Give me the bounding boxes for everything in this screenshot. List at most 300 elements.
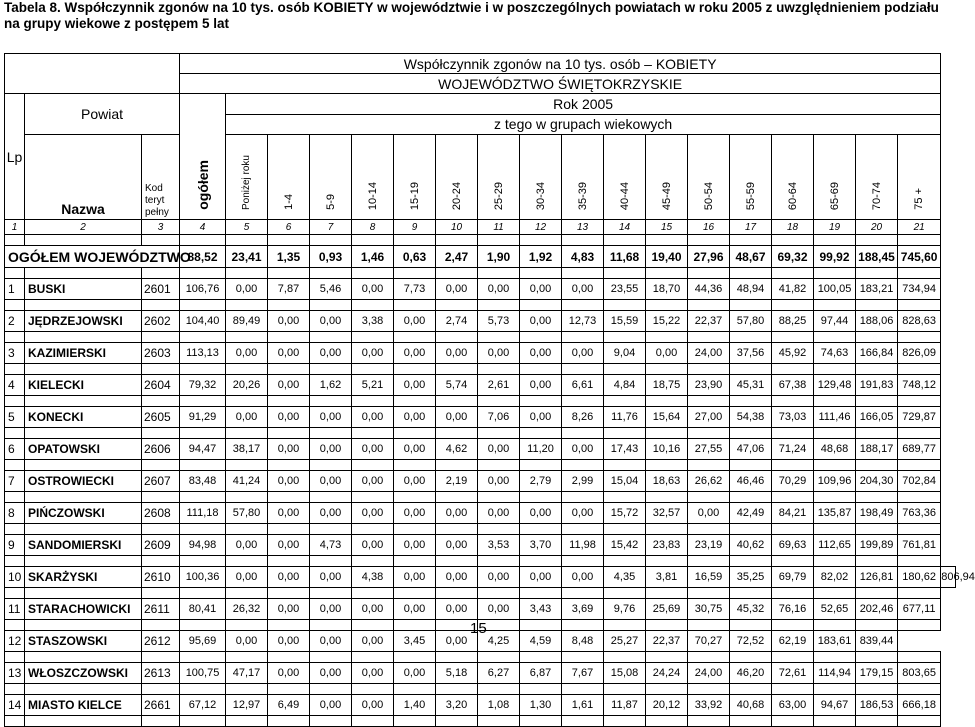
spacer-cell	[730, 235, 772, 246]
row-value: 67,12	[180, 695, 226, 716]
row-lp: 11	[5, 599, 25, 620]
row-value: 188,17	[856, 439, 898, 460]
spacer-cell	[520, 300, 562, 311]
spacer-cell	[142, 652, 180, 663]
row-value: 0,00	[520, 375, 562, 396]
row-value: 166,05	[856, 407, 898, 428]
row-value: 95,69	[180, 631, 226, 652]
row-value: 126,81	[856, 567, 898, 588]
column-number: 13	[562, 220, 604, 235]
spacer-cell	[856, 684, 898, 695]
row-value: 12,97	[226, 695, 268, 716]
row-value: 70,29	[772, 471, 814, 492]
spacer-cell	[436, 492, 478, 503]
row-value: 4,59	[520, 631, 562, 652]
spacer-cell	[352, 652, 394, 663]
row-value: 0,00	[436, 535, 478, 556]
row-value: 0,00	[520, 567, 562, 588]
row-value: 48,68	[814, 439, 856, 460]
row-value: 0,00	[310, 439, 352, 460]
row-value: 11,20	[520, 439, 562, 460]
spacer-cell	[394, 684, 436, 695]
spacer-cell	[226, 332, 268, 343]
spacer-cell	[25, 684, 142, 695]
spacer-cell	[688, 716, 730, 727]
spacer-cell	[180, 716, 226, 727]
spacer-cell	[478, 684, 520, 695]
spacer-cell	[898, 300, 941, 311]
row-kod-teryt: 2609	[142, 535, 180, 556]
spacer-cell	[436, 396, 478, 407]
spacer-cell	[180, 268, 226, 279]
row-powiat-name: OSTROWIECKI	[25, 471, 142, 492]
header-lp: Lp	[5, 94, 25, 220]
column-number: 19	[814, 220, 856, 235]
column-number: 16	[688, 220, 730, 235]
spacer-cell	[730, 332, 772, 343]
spacer-cell	[856, 332, 898, 343]
row-value: 0,00	[562, 439, 604, 460]
spacer-cell	[268, 428, 310, 439]
header-age-group: 65-69	[814, 135, 856, 220]
spacer-cell	[478, 460, 520, 471]
table-row	[5, 471, 956, 492]
row-value: 6,61	[562, 375, 604, 396]
row-value: 5,21	[352, 375, 394, 396]
row-value: 0,00	[394, 407, 436, 428]
row-spacer	[5, 716, 956, 727]
row-value: 806,94	[941, 567, 956, 588]
total-value: 48,67	[730, 246, 772, 268]
spacer-cell	[772, 620, 814, 631]
row-value: 38,17	[226, 439, 268, 460]
spacer-cell	[180, 556, 226, 567]
spacer-cell	[5, 396, 25, 407]
spacer-cell	[856, 460, 898, 471]
spacer-cell	[856, 620, 898, 631]
row-value: 0,00	[226, 407, 268, 428]
spacer-cell	[394, 492, 436, 503]
spacer-cell	[814, 364, 856, 375]
spacer-cell	[268, 588, 310, 599]
spacer-cell	[814, 396, 856, 407]
spacer-cell	[646, 684, 688, 695]
row-value: 18,75	[646, 375, 688, 396]
row-value: 5,73	[478, 311, 520, 332]
spacer-cell	[898, 268, 941, 279]
row-value: 0,00	[478, 503, 520, 524]
spacer-cell	[604, 620, 646, 631]
spacer-cell	[310, 556, 352, 567]
header-main-title: Współczynnik zgonów na 10 tys. osób – KOBIETY	[180, 54, 941, 74]
row-value: 114,94	[814, 663, 856, 684]
row-value: 2,79	[520, 471, 562, 492]
row-value: 84,21	[772, 503, 814, 524]
spacer-cell	[772, 364, 814, 375]
row-value: 27,00	[688, 407, 730, 428]
total-value: 99,92	[814, 246, 856, 268]
row-value: 0,00	[352, 343, 394, 364]
row-value: 0,00	[352, 663, 394, 684]
spacer-cell	[268, 652, 310, 663]
row-value: 0,00	[562, 279, 604, 300]
row-value: 734,94	[898, 279, 941, 300]
row-value: 2,99	[562, 471, 604, 492]
row-value: 52,65	[814, 599, 856, 620]
spacer-cell	[142, 460, 180, 471]
row-value: 0,00	[394, 599, 436, 620]
header-powiat: Powiat	[25, 94, 180, 135]
spacer-cell	[5, 428, 25, 439]
spacer-cell	[226, 428, 268, 439]
row-value: 106,76	[180, 279, 226, 300]
spacer-cell	[562, 588, 604, 599]
spacer-cell	[142, 620, 180, 631]
spacer-cell	[352, 588, 394, 599]
row-value: 0,00	[394, 663, 436, 684]
row-value: 42,49	[730, 503, 772, 524]
spacer-cell	[310, 428, 352, 439]
total-label: OGÓŁEM WOJEWÓDZTWO	[5, 246, 180, 268]
row-value: 839,44	[856, 631, 898, 652]
spacer-cell	[856, 235, 898, 246]
spacer-cell	[5, 492, 25, 503]
spacer-cell	[772, 492, 814, 503]
row-value: 689,77	[898, 439, 941, 460]
row-value: 8,26	[562, 407, 604, 428]
header-blank	[5, 74, 180, 94]
row-value: 3,45	[394, 631, 436, 652]
row-value: 0,00	[268, 439, 310, 460]
row-value: 0,00	[226, 343, 268, 364]
spacer-cell	[180, 364, 226, 375]
header-year: Rok 2005	[226, 94, 941, 115]
spacer-cell	[180, 235, 226, 246]
row-value: 23,90	[688, 375, 730, 396]
spacer-cell	[142, 332, 180, 343]
row-value: 7,73	[394, 279, 436, 300]
spacer-cell	[478, 364, 520, 375]
spacer-cell	[646, 492, 688, 503]
spacer-cell	[772, 235, 814, 246]
header-age-group: Poniżej roku	[226, 135, 268, 220]
spacer-cell	[180, 396, 226, 407]
spacer-cell	[394, 588, 436, 599]
spacer-cell	[268, 556, 310, 567]
row-value: 80,41	[180, 599, 226, 620]
row-value: 0,00	[352, 439, 394, 460]
row-value: 0,00	[562, 567, 604, 588]
spacer-cell	[142, 524, 180, 535]
row-value: 7,67	[562, 663, 604, 684]
spacer-cell	[5, 716, 25, 727]
row-value: 0,00	[352, 535, 394, 556]
row-value: 0,00	[436, 343, 478, 364]
spacer-cell	[520, 268, 562, 279]
spacer-cell	[646, 716, 688, 727]
spacer-cell	[604, 396, 646, 407]
spacer-cell	[856, 428, 898, 439]
row-value: 0,00	[310, 695, 352, 716]
row-kod-teryt: 2612	[142, 631, 180, 652]
spacer-cell	[352, 684, 394, 695]
spacer-cell	[226, 300, 268, 311]
row-value: 15,42	[604, 535, 646, 556]
spacer-cell	[352, 428, 394, 439]
column-number: 12	[520, 220, 562, 235]
spacer-cell	[5, 460, 25, 471]
spacer-cell	[478, 332, 520, 343]
spacer-cell	[814, 684, 856, 695]
spacer-cell	[25, 588, 142, 599]
row-value: 666,18	[898, 695, 941, 716]
column-number: 18	[772, 220, 814, 235]
spacer-cell	[730, 556, 772, 567]
total-value: 11,68	[604, 246, 646, 268]
spacer-cell	[478, 524, 520, 535]
row-value: 0,00	[394, 471, 436, 492]
spacer-cell	[814, 652, 856, 663]
spacer-cell	[898, 684, 941, 695]
row-value: 18,70	[646, 279, 688, 300]
spacer-cell	[25, 396, 142, 407]
row-value: 15,64	[646, 407, 688, 428]
spacer-cell	[478, 300, 520, 311]
row-value: 1,40	[394, 695, 436, 716]
spacer-cell	[352, 716, 394, 727]
row-value: 76,16	[772, 599, 814, 620]
row-value: 0,00	[310, 567, 352, 588]
spacer-cell	[352, 364, 394, 375]
column-number: 21	[898, 220, 941, 235]
row-value: 0,00	[352, 503, 394, 524]
row-value: 46,46	[730, 471, 772, 492]
spacer-cell	[688, 235, 730, 246]
row-value: 0,00	[478, 567, 520, 588]
row-value: 20,26	[226, 375, 268, 396]
row-value: 0,00	[310, 471, 352, 492]
row-value: 113,13	[180, 343, 226, 364]
spacer-cell	[226, 588, 268, 599]
spacer-cell	[730, 716, 772, 727]
row-value: 15,72	[604, 503, 646, 524]
row-value: 2,74	[436, 311, 478, 332]
row-value: 199,89	[856, 535, 898, 556]
row-value: 0,00	[478, 439, 520, 460]
header-age-group: 70-74	[856, 135, 898, 220]
column-number: 8	[352, 220, 394, 235]
row-value: 826,09	[898, 343, 941, 364]
spacer-cell	[394, 620, 436, 631]
spacer-cell	[562, 428, 604, 439]
row-value: 9,04	[604, 343, 646, 364]
total-value: 0,63	[394, 246, 436, 268]
row-value: 25,27	[604, 631, 646, 652]
row-value: 97,44	[814, 311, 856, 332]
row-kod-teryt: 2605	[142, 407, 180, 428]
spacer-cell	[268, 235, 310, 246]
spacer-cell	[310, 396, 352, 407]
spacer-cell	[772, 428, 814, 439]
row-value: 57,80	[226, 503, 268, 524]
spacer-cell	[310, 235, 352, 246]
row-value: 24,00	[688, 663, 730, 684]
row-value: 69,79	[772, 567, 814, 588]
row-value: 198,49	[856, 503, 898, 524]
spacer-cell	[520, 588, 562, 599]
spacer-cell	[268, 460, 310, 471]
column-number: 3	[142, 220, 180, 235]
spacer-cell	[520, 524, 562, 535]
spacer-cell	[562, 556, 604, 567]
spacer-cell	[604, 684, 646, 695]
spacer-cell	[856, 588, 898, 599]
row-lp: 6	[5, 439, 25, 460]
total-value: 745,60	[898, 246, 941, 268]
spacer-cell	[478, 428, 520, 439]
spacer-cell	[562, 396, 604, 407]
spacer-cell	[5, 652, 25, 663]
total-value: 2,47	[436, 246, 478, 268]
row-powiat-name: PIŃCZOWSKI	[25, 503, 142, 524]
spacer-cell	[180, 524, 226, 535]
row-value: 33,92	[688, 695, 730, 716]
spacer-cell	[310, 652, 352, 663]
row-powiat-name: STASZOWSKI	[25, 631, 142, 652]
row-value: 0,00	[394, 311, 436, 332]
spacer-cell	[856, 716, 898, 727]
column-number: 6	[268, 220, 310, 235]
row-spacer	[5, 492, 956, 503]
spacer-cell	[856, 524, 898, 535]
spacer-cell	[646, 396, 688, 407]
spacer-cell	[604, 556, 646, 567]
spacer-cell	[562, 716, 604, 727]
row-value: 0,00	[310, 343, 352, 364]
spacer-cell	[604, 716, 646, 727]
row-value: 0,00	[268, 631, 310, 652]
spacer-cell	[5, 300, 25, 311]
spacer-cell	[5, 556, 25, 567]
row-value: 803,65	[898, 663, 941, 684]
row-value: 183,61	[814, 631, 856, 652]
row-value: 0,00	[352, 279, 394, 300]
row-value: 183,21	[856, 279, 898, 300]
spacer-cell	[898, 524, 941, 535]
row-value: 45,31	[730, 375, 772, 396]
row-value: 40,62	[730, 535, 772, 556]
column-number-row	[5, 220, 956, 235]
spacer-cell	[142, 588, 180, 599]
row-lp: 2	[5, 311, 25, 332]
row-value: 73,03	[772, 407, 814, 428]
row-value: 5,46	[310, 279, 352, 300]
row-lp: 5	[5, 407, 25, 428]
row-value: 72,61	[772, 663, 814, 684]
spacer-cell	[478, 556, 520, 567]
row-powiat-name: KAZIMIERSKI	[25, 343, 142, 364]
spacer-cell	[226, 652, 268, 663]
spacer-cell	[730, 620, 772, 631]
spacer-cell	[814, 268, 856, 279]
row-value: 191,83	[856, 375, 898, 396]
spacer-cell	[436, 364, 478, 375]
spacer-cell	[562, 684, 604, 695]
row-value: 8,48	[562, 631, 604, 652]
spacer-cell	[520, 396, 562, 407]
spacer-cell	[898, 556, 941, 567]
row-kod-teryt: 2601	[142, 279, 180, 300]
row-value: 100,36	[180, 567, 226, 588]
spacer-cell	[814, 620, 856, 631]
spacer-cell	[520, 364, 562, 375]
row-value: 0,00	[478, 279, 520, 300]
header-ogolem: ogółem	[180, 94, 226, 220]
row-value: 3,43	[520, 599, 562, 620]
spacer-cell	[180, 332, 226, 343]
header-region: WOJEWÓDZTWO ŚWIĘTOKRZYSKIE	[180, 74, 941, 94]
row-lp: 8	[5, 503, 25, 524]
spacer-cell	[142, 235, 180, 246]
row-value: 32,57	[646, 503, 688, 524]
row-value: 83,48	[180, 471, 226, 492]
row-value: 67,38	[772, 375, 814, 396]
row-value: 0,00	[226, 567, 268, 588]
spacer-cell	[394, 364, 436, 375]
row-powiat-name: JĘDRZEJOWSKI	[25, 311, 142, 332]
header-nazwa: Nazwa	[25, 135, 142, 220]
row-value: 748,12	[898, 375, 941, 396]
spacer-cell	[520, 620, 562, 631]
row-value: 0,00	[436, 631, 478, 652]
spacer-cell	[856, 652, 898, 663]
row-value: 0,00	[520, 407, 562, 428]
spacer-cell	[394, 652, 436, 663]
row-value: 6,27	[478, 663, 520, 684]
spacer-cell	[898, 652, 941, 663]
row-value: 74,63	[814, 343, 856, 364]
row-value: 22,37	[646, 631, 688, 652]
spacer-cell	[25, 492, 142, 503]
row-spacer	[5, 588, 956, 599]
spacer-cell	[898, 588, 941, 599]
row-value: 828,63	[898, 311, 941, 332]
spacer-cell	[268, 332, 310, 343]
spacer-cell	[688, 524, 730, 535]
column-number: 14	[604, 220, 646, 235]
row-value: 4,25	[478, 631, 520, 652]
row-spacer	[5, 460, 956, 471]
spacer-cell	[688, 652, 730, 663]
spacer-cell	[688, 332, 730, 343]
row-value: 88,25	[772, 311, 814, 332]
spacer-cell	[688, 492, 730, 503]
spacer-cell	[5, 235, 25, 246]
row-value: 0,00	[478, 599, 520, 620]
spacer-cell	[436, 652, 478, 663]
row-value: 3,81	[646, 567, 688, 588]
row-value: 1,30	[520, 695, 562, 716]
row-value: 18,63	[646, 471, 688, 492]
spacer-cell	[180, 588, 226, 599]
row-kod-teryt: 2604	[142, 375, 180, 396]
row-value: 10,16	[646, 439, 688, 460]
spacer-cell	[730, 684, 772, 695]
row-spacer	[5, 556, 956, 567]
row-value: 0,00	[310, 599, 352, 620]
row-value: 11,76	[604, 407, 646, 428]
column-number: 9	[394, 220, 436, 235]
